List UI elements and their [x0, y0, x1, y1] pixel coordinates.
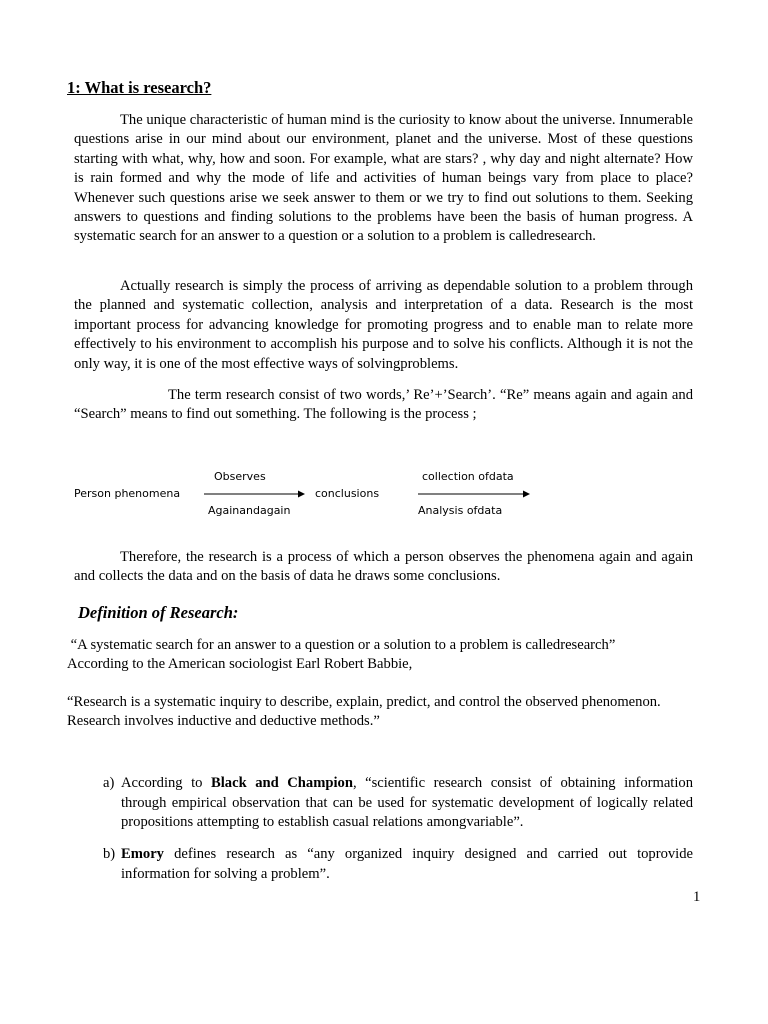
list-item-a-author: Black and Champion — [211, 775, 353, 791]
list-item-a-after: , “scientific research consist of obtaining information through empirical observation that can be used for systematic development of logically related propositions attempting to establish casual relations amongvariable”. — [121, 775, 694, 831]
definition-quote-2 — [67, 693, 707, 731]
quote-1-line-2: According to the American sociologist Earl Robert Babbie, — [67, 656, 413, 673]
paragraph-curiosity: The unique characteristic of human mind is the curiosity to know about the universe. Innumerable questions arise in our mind about our environment, planet and the universe. Most of these questions starting with what, why, how and soon. For example, what are stars? , why day and night alternate? How is rain formed and why the mode of life and activities of human beings vary from place to place? Whenever such questions arise we seek answer to them or we try to find out solutions to them. Seeking answers to questions and finding solutions to the problems have been the basis of human progress. A systematic search for an answer to a question or a solution to a problem is calledresearch. — [74, 112, 693, 245]
quote-2-line-1: “Research is a systematic inquiry to describe, explain, predict, and control the observed phenomenon. — [67, 694, 661, 710]
diagram-arrow2-top-label: collection ofdata — [422, 470, 514, 483]
diagram-arrow2-bottom-label: Analysis ofdata — [418, 504, 503, 517]
paragraph-process: Actually research is simply the process of arriving as dependable solution to a problem through the planned and systematic collection, analysis and interpretation of a data. Research is the most important process for advancing knowledge for promoting progress and to enable man to relate more effectively to his environment to accomplish his purpose and to solve his conflicts. Although it is not the only way, it is one of the most effective ways of solvingproblems. — [74, 278, 693, 372]
diagram-arrow1-top-label: Observes — [214, 470, 266, 483]
paragraph-term: The term research consist of two words,’ Re’+’Search’. “Re” means again and again and “Search” means to find out something. The following is the process ; — [74, 387, 693, 423]
list-item-a — [103, 774, 694, 833]
list-marker-a: a) — [103, 775, 115, 791]
page-number: 1 — [693, 889, 701, 905]
definition-heading: Definition of Research: — [78, 603, 239, 622]
list-item-b — [103, 845, 693, 884]
list-marker-b: b) — [103, 846, 116, 862]
diagram-arrow-1 — [204, 489, 306, 499]
definition-quote-1 — [67, 636, 707, 674]
list-item-a-before: According to — [121, 775, 211, 791]
list-item-b-author: Emory — [121, 846, 164, 862]
diagram-middle-label: conclusions — [315, 487, 380, 500]
list-item-b-after: defines research as “any organized inquiry designed and carried out toprovide information for solving a problem”. — [121, 846, 693, 882]
diagram-start-label: Person phenomena — [74, 487, 181, 500]
paragraph-therefore: Therefore, the research is a process of which a person observes the phenomena again and again and collects the data and on the basis of data he draws some conclusions. — [74, 549, 693, 585]
section-heading: 1: What is research? — [67, 78, 212, 97]
quote-1-line-1: “A systematic search for an answer to a question or a solution to a problem is calledresearch” — [67, 637, 616, 653]
diagram-arrow-2 — [418, 489, 531, 499]
quote-2-line-2: Research involves inductive and deductive methods.” — [67, 713, 380, 730]
diagram-arrow1-bottom-label: Againandagain — [208, 504, 291, 517]
